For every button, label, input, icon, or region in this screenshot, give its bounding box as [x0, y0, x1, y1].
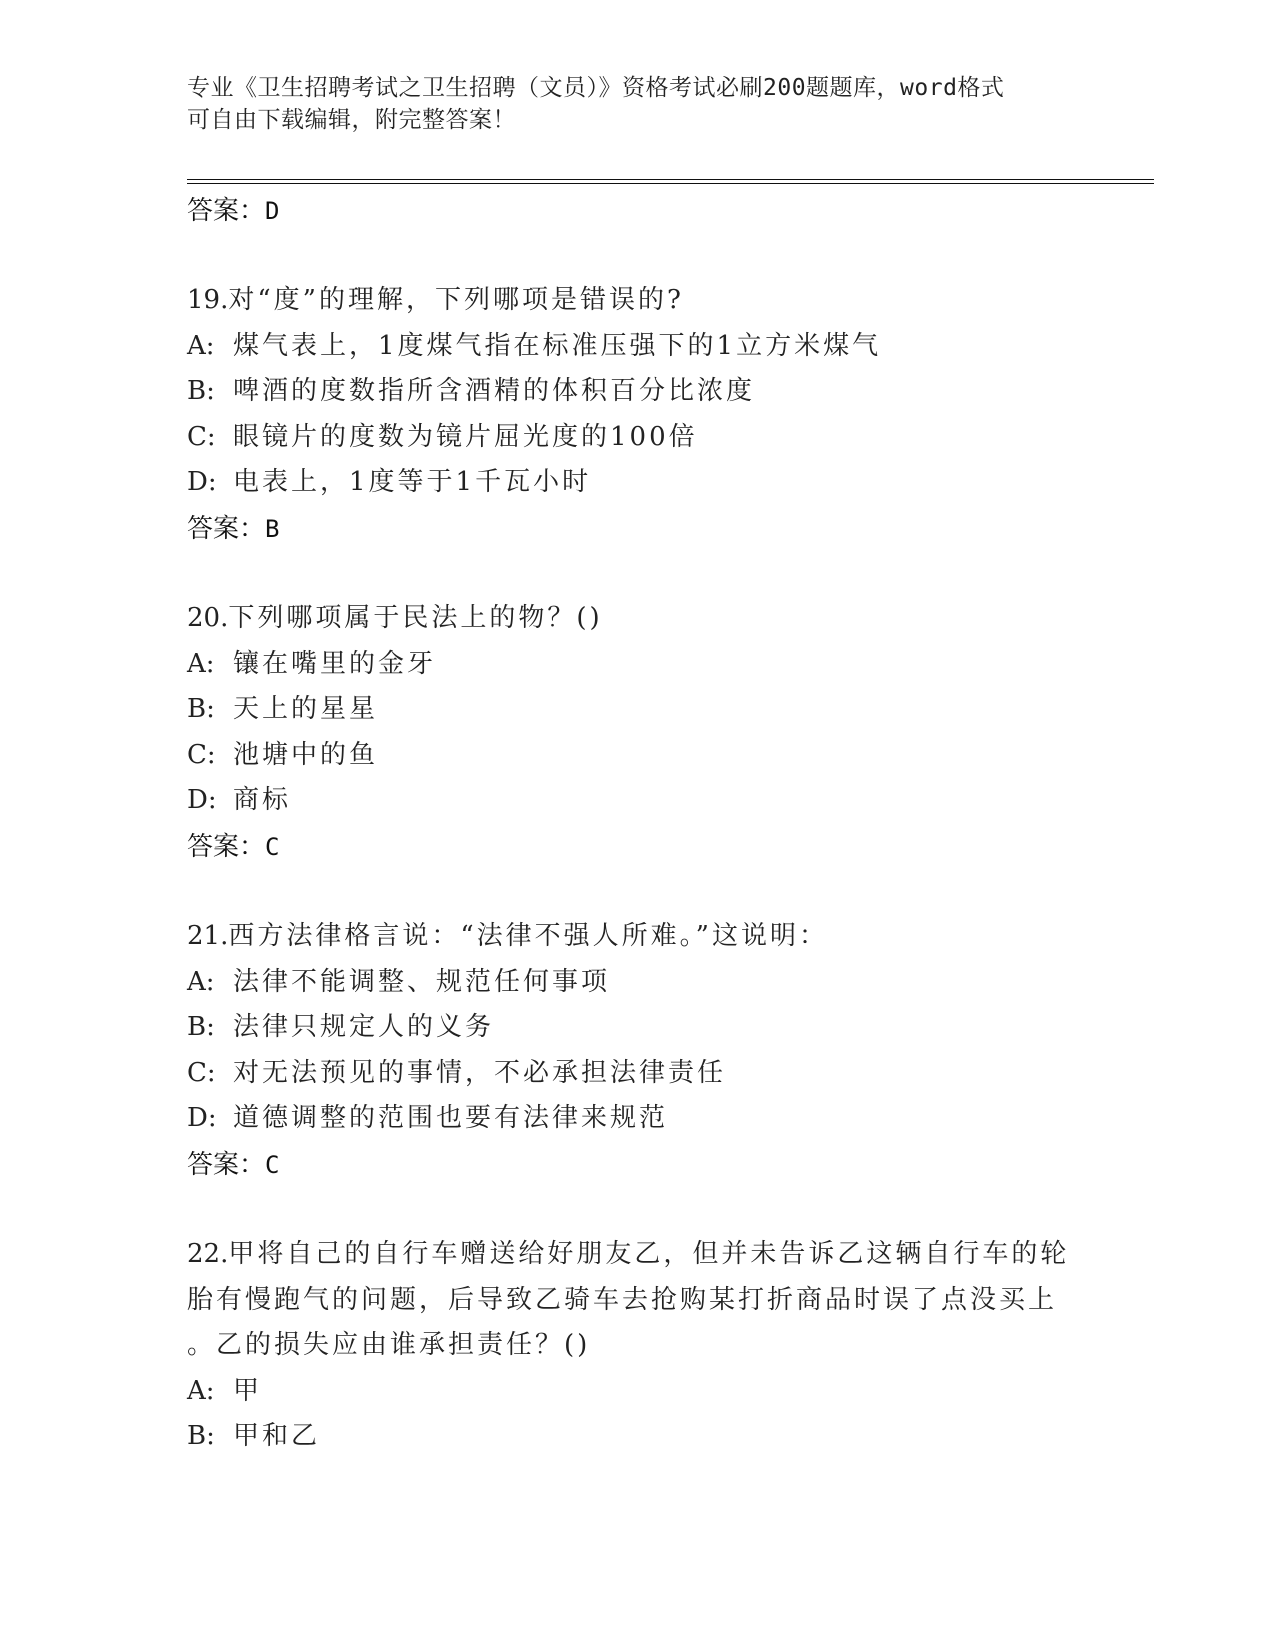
option-key: B: [187, 376, 215, 407]
question-text-continued: 。乙的损失应由谁承担责任？() [187, 1330, 591, 1361]
option-line [187, 369, 1087, 415]
option-key: D: [187, 785, 217, 816]
question-stem [187, 914, 1087, 960]
option-key: C: [187, 1057, 216, 1088]
answer-line [187, 824, 1087, 870]
question-number: 21. [187, 920, 229, 951]
option-line [187, 687, 1087, 733]
answer-value: B [265, 514, 280, 543]
question-text: 对“度”的理解，下列哪项是错误的? [228, 285, 684, 315]
document-header [187, 72, 1087, 136]
option-line [187, 324, 1087, 370]
option-text: 池塘中的鱼 [233, 739, 379, 770]
option-key: B: [187, 694, 215, 725]
answer-label: 答案： [187, 513, 266, 544]
option-text: 商标 [233, 785, 292, 816]
answer-line [187, 506, 1087, 552]
question-number: 19. [187, 285, 229, 315]
header-title-line-2: 可自由下载编辑，附完整答案！ [187, 107, 516, 133]
question-text: 下列哪项属于民法上的物？() [228, 602, 603, 633]
option-key: D: [187, 1103, 217, 1134]
question-stem [187, 278, 1087, 324]
option-key: A: [187, 330, 215, 361]
option-key: A: [187, 966, 215, 997]
option-text: 法律只规定人的义务 [233, 1012, 495, 1043]
option-key: C: [187, 421, 216, 452]
option-text: 甲和乙 [233, 1421, 321, 1452]
option-text: 甲 [233, 1375, 263, 1406]
question-block [187, 914, 1087, 1188]
option-line [187, 1414, 1087, 1460]
answer-label: 答案： [187, 196, 266, 226]
header-title-line-1: 专业《卫生招聘考试之卫生招聘（文员）》资格考试必刷200题题库，word格式 [187, 75, 1005, 101]
question-list [187, 188, 1087, 1460]
question-block [187, 596, 1087, 870]
option-text: 对无法预见的事情，不必承担法律责任 [233, 1057, 727, 1088]
option-text: 法律不能调整、规范任何事项 [233, 966, 611, 997]
header-divider-bottom [187, 183, 1154, 184]
answer-value: C [265, 832, 280, 861]
option-line [187, 778, 1087, 824]
option-line [187, 642, 1087, 688]
option-text: 镶在嘴里的金牙 [233, 648, 437, 679]
option-line [187, 733, 1087, 779]
option-line [187, 1051, 1087, 1097]
question-text: 甲将自己的自行车赠送给好朋友乙，但并未告诉乙这辆自行车的轮 [228, 1238, 1070, 1269]
option-line [187, 415, 1087, 461]
option-line [187, 460, 1087, 506]
option-key: D: [187, 467, 217, 498]
option-key: B: [187, 1012, 215, 1043]
option-line [187, 1005, 1087, 1051]
answer-value: C [265, 1150, 280, 1179]
question-number: 22. [187, 1238, 229, 1269]
option-text: 天上的星星 [233, 694, 379, 725]
option-text: 煤气表上，1度煤气指在标准压强下的1立方米煤气 [233, 330, 882, 361]
option-line [187, 960, 1087, 1006]
question-block [187, 278, 1087, 552]
option-line [187, 1369, 1087, 1415]
option-text: 道德调整的范围也要有法律来规范 [233, 1103, 669, 1134]
question-text-continued: 胎有慢跑气的问题，后导致乙骑车去抢购某打折商品时误了点没买上 [187, 1284, 1058, 1315]
question-text: 西方法律格言说：“法律不强人所难。”这说明： [228, 920, 828, 951]
header-divider-top [187, 179, 1154, 180]
option-text: 眼镜片的度数为镜片屈光度的100倍 [233, 421, 698, 452]
option-line [187, 1096, 1087, 1142]
option-key: A: [187, 1375, 215, 1406]
option-text: 啤酒的度数指所含酒精的体积百分比浓度 [233, 376, 756, 407]
option-key: A: [187, 648, 215, 679]
option-text: 电表上，1度等于1千瓦小时 [233, 467, 592, 498]
question-number: 20. [187, 602, 229, 633]
answer-line [187, 1142, 1087, 1188]
question-stem [187, 596, 1087, 642]
answer-label: 答案： [187, 831, 266, 862]
answer-label: 答案： [187, 1149, 266, 1180]
option-key: C: [187, 739, 216, 770]
answer-value: D [265, 197, 280, 225]
answer-line [187, 188, 1087, 234]
question-stem [187, 1232, 1087, 1278]
option-key: B: [187, 1421, 215, 1452]
question-block [187, 1232, 1087, 1460]
